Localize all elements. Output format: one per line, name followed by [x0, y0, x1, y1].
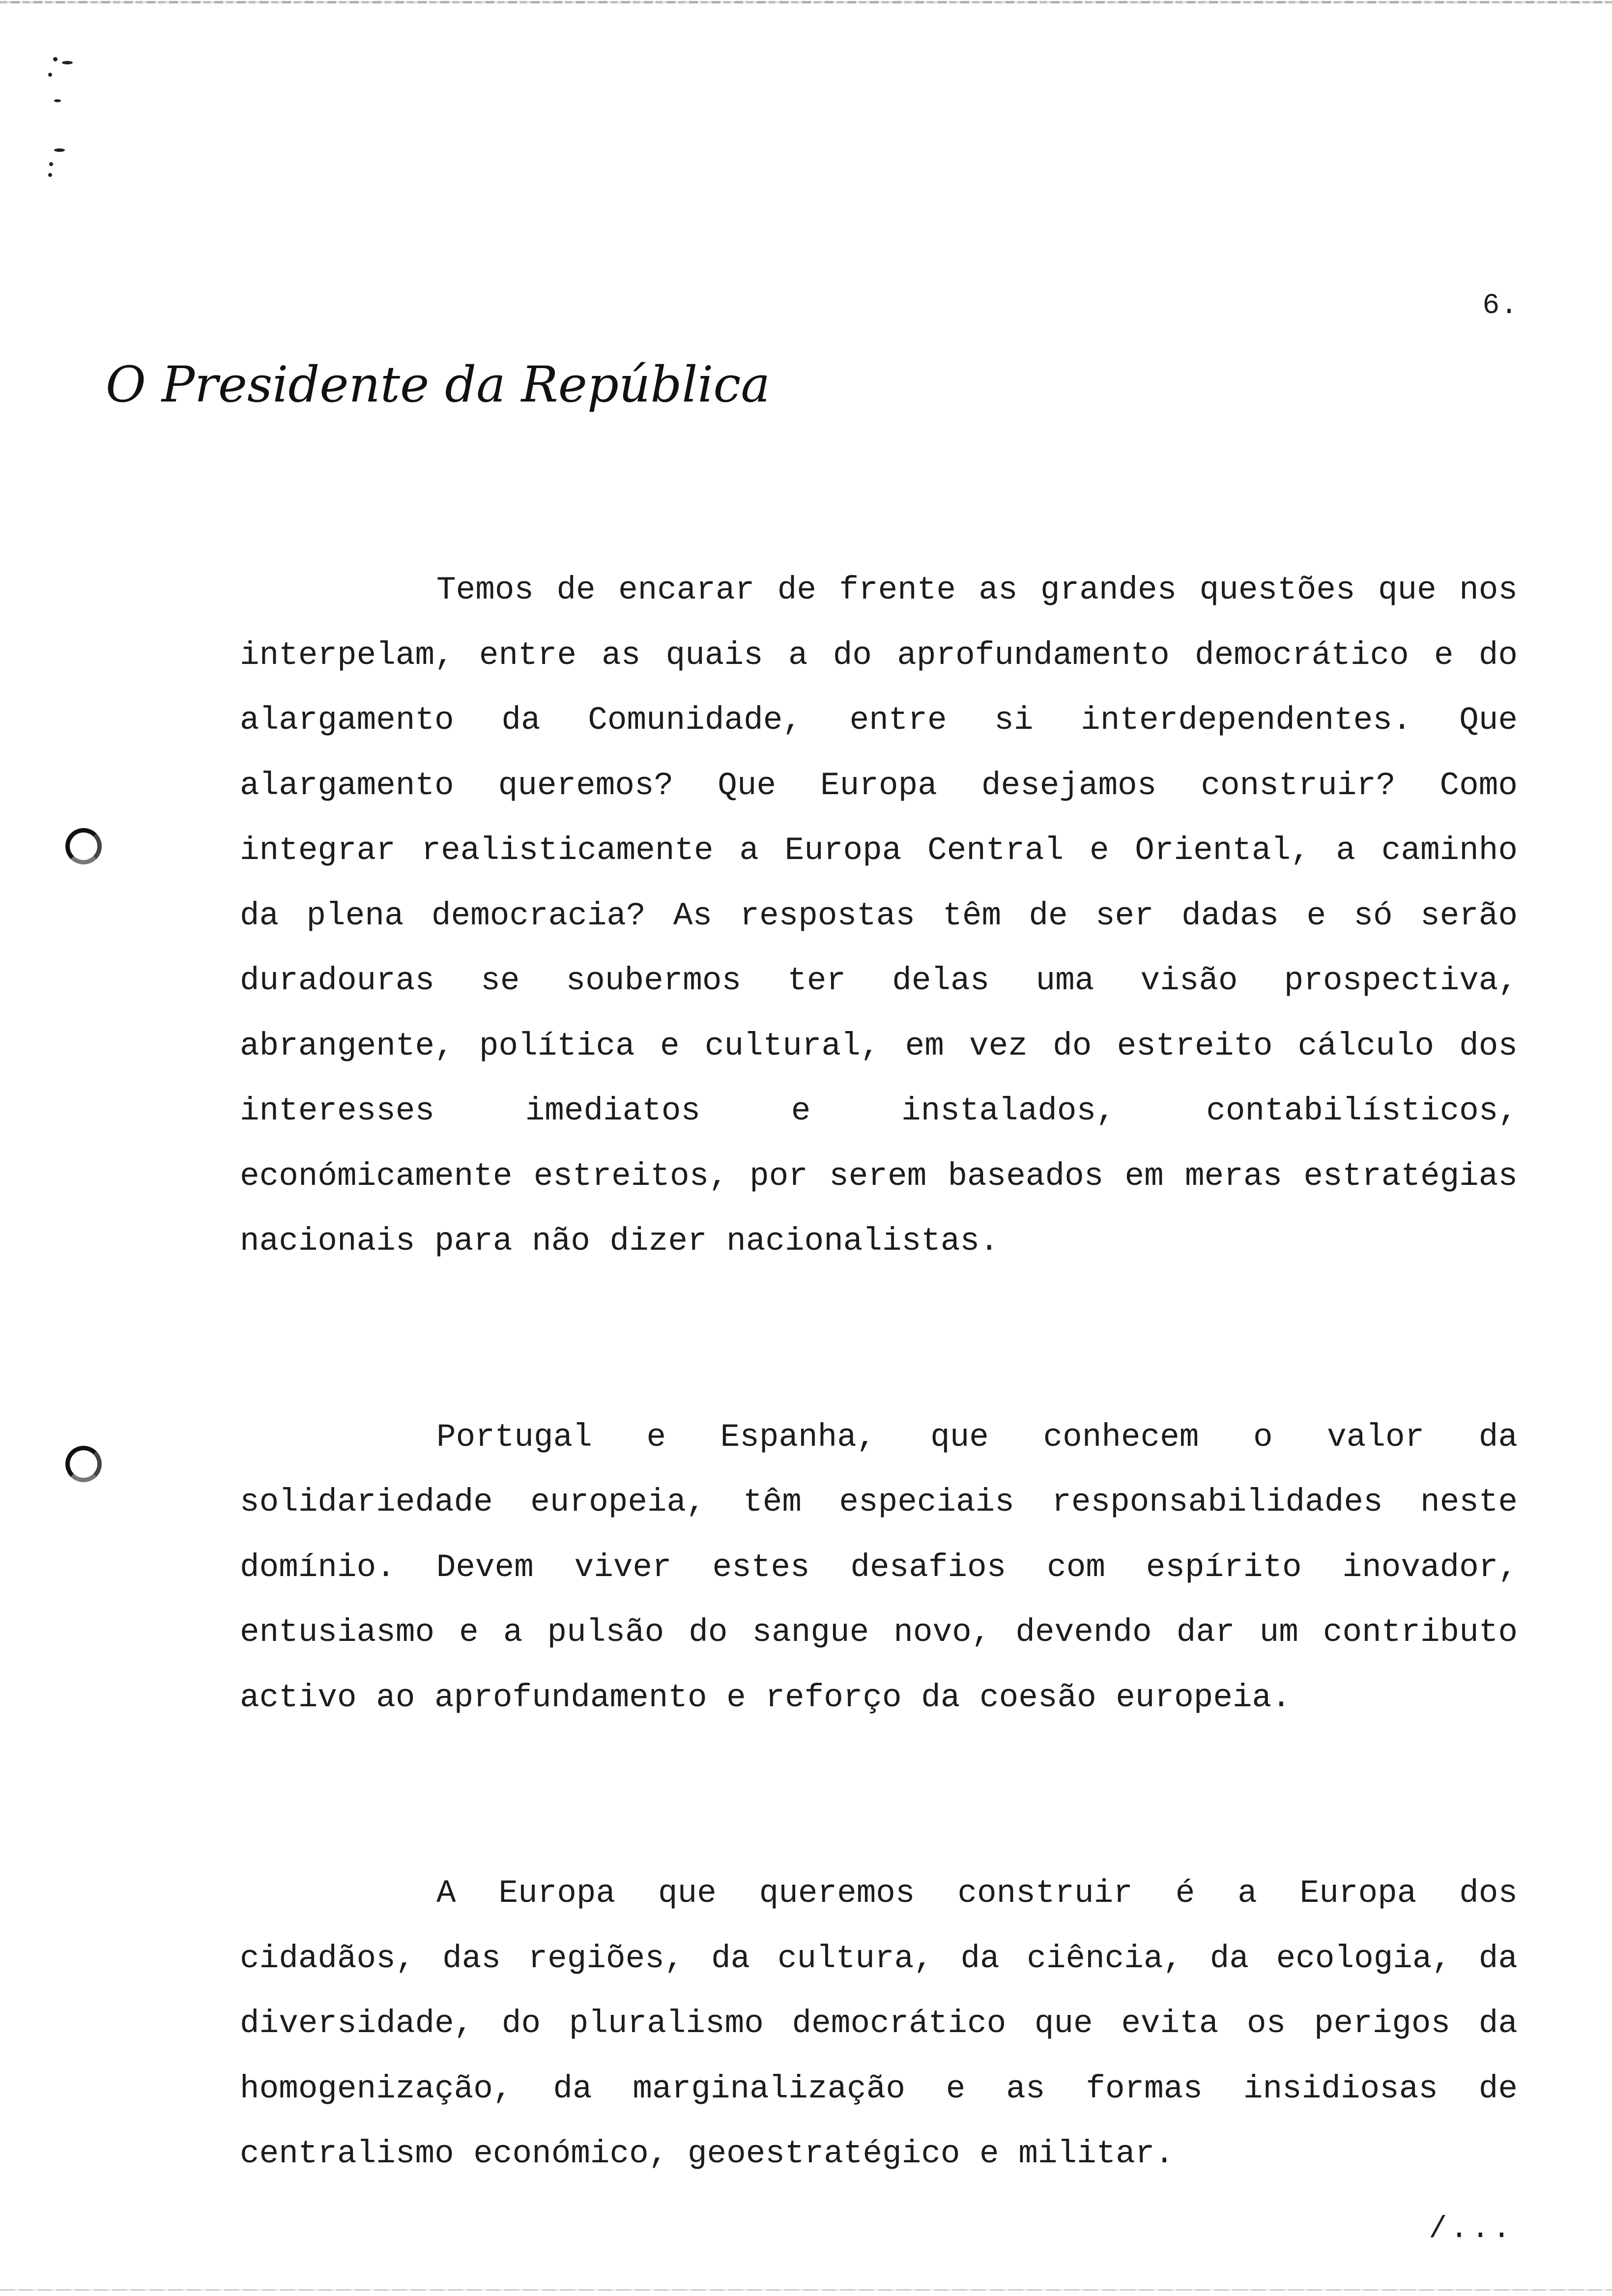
scan-bottom-edge — [0, 2289, 1612, 2291]
letterhead — [106, 346, 771, 423]
page-number: 6. — [1482, 290, 1519, 322]
letterhead-script — [106, 346, 771, 420]
punch-hole-bottom — [65, 1446, 102, 1482]
paragraph-3: A Europa que queremos construir é a Europa dos cidadãos, das regiões, da cultura, da ciência, da ecologia, da diversidade, do pluralismo democrático que evita os perigos da homogenização, da marginalização e as formas insidiosas de centralismo económico, geoestratégico e militar. — [240, 1875, 1518, 2172]
punch-hole-top — [65, 828, 102, 864]
paragraph-2: Portugal e Espanha, que conhecem o valor da solidariedade europeia, têm especiais responsabilidades neste domínio. Devem viver estes desafios com espírito inovador, entusiasmo e a pulsão do sangue novo, devendo dar um contributo activo ao aprofundamento e reforço da coesão europeia. — [240, 1418, 1518, 1716]
svg-text:O Presidente da República: O Presidente da República — [106, 356, 771, 413]
continuation-mark: /... — [1429, 2211, 1514, 2246]
body-text — [240, 558, 1518, 2187]
scan-top-edge — [0, 1, 1612, 3]
paragraph-1: Temos de encarar de frente as grandes questões que nos interpelam, entre as quais a do aprofundamento democrático e do alargamento da Comunidade, entre si interdependentes. Que alargamento queremos? Que Europa desejamos construir? Como integrar realisticamente a Europa Central e Oriental, a caminho da plena democracia? As respostas têm de ser dadas e só serão duradouras se soubermos ter delas uma visão prospectiva, abrangente, política e cultural, em vez do estreito cálculo dos interesses imediatos e instalados, contabilísticos, económicamente estreitos, por serem baseados em meras estratégias nacionais para não dizer nacionalistas. — [240, 572, 1518, 1260]
